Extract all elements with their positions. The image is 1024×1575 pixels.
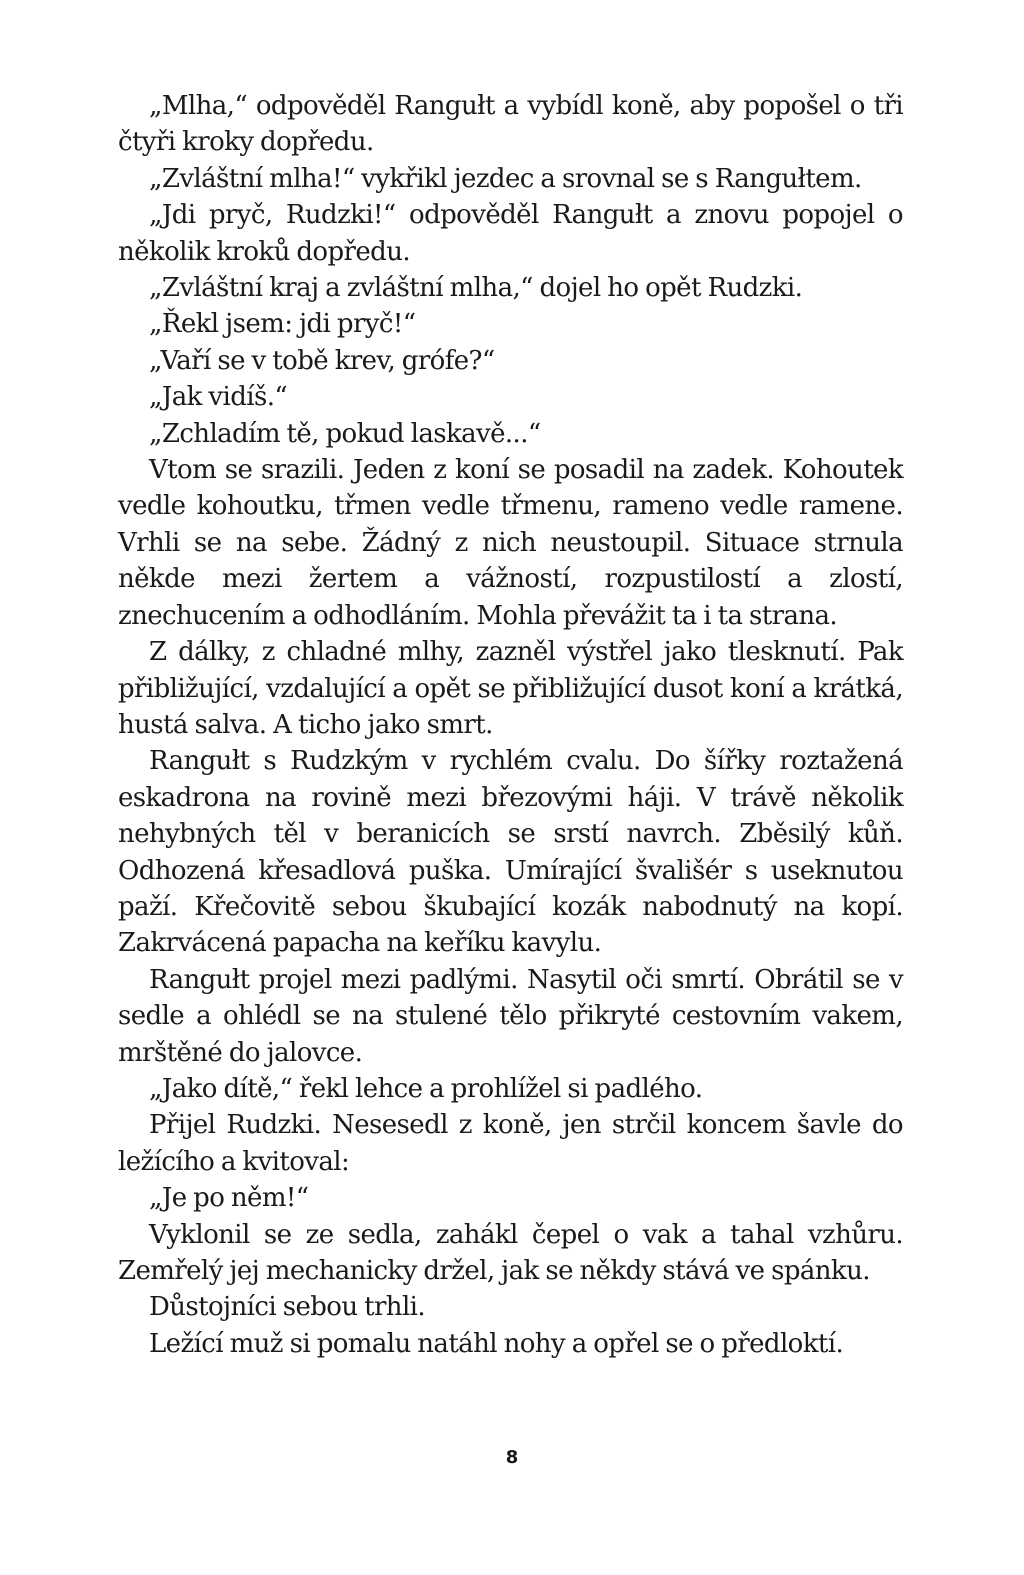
- paragraph: „Zvláštní kraj a zvláštní mlha,“ dojel ho opět Rudzki.: [149, 273, 803, 304]
- paragraph: Ležící muž si pomalu natáhl nohy a opřel se o předloktí.: [149, 1328, 844, 1359]
- paragraph: „Zchladím tě, pokud laskavě...“: [149, 418, 541, 449]
- paragraph: Rangułt projel mezi padlými. Nasytil oči smrtí. Obrátil se v sedle a ohlédl se na stulené tělo přikryté cestovním vakem, mrštěné do jalovce.: [118, 964, 903, 1068]
- paragraph: „Vaří se v tobě krev, grófe?“: [149, 345, 495, 376]
- paragraph: „Jdi pryč, Rudzki!“ odpověděl Rangułt a znovu popojel o několik kroků dopředu.: [118, 200, 903, 267]
- page-number: 8: [505, 1447, 519, 1468]
- paragraph: „Jako dítě,“ řekl lehce a prohlížel si padlého.: [149, 1073, 703, 1104]
- paragraph: Rangułt s Rudzkým v rychlém cvalu. Do šířky roztažená eskadrona na rovině mezi březovými háji. V trávě několik nehybných těl v beranicích se srstí navrch. Zběsilý kůň. Odhozená křesadlová puška. Umírající švališér s useknutou paží. Křečovitě sebou škubající kozák nabodnutý na kopí. Zakrvácená papacha na keříku kavylu.: [118, 746, 903, 959]
- paragraph: „Jak vidíš.“: [149, 382, 288, 413]
- paragraph: „Mlha,“ odpověděl Rangułt a vybídl koně, aby popošel o tři čtyři kroky dopředu.: [118, 91, 903, 158]
- paragraph: Vtom se srazili. Jeden z koní se posadil na zadek. Kohoutek vedle kohoutku, třmen vedle třmenu, rameno vedle ramene. Vrhli se na sebe. Žádný z nich neustoupil. Situace strnula někde mezi žertem a vážností, rozpustilostí a zlostí, znechucením a odhodláním. Mohla převážit ta i ta strana.: [118, 455, 903, 631]
- paragraph: Vyklonil se ze sedla, zahákl čepel o vak a tahal vzhůru. Zemřelý jej mechanicky držel, jak se někdy stává ve spánku.: [118, 1219, 903, 1286]
- paragraph: „Zvláštní mlha!“ vykřikl jezdec a srovnal se s Rangułtem.: [149, 163, 862, 194]
- body-text: [118, 88, 903, 1362]
- paragraph: Důstojníci sebou trhli.: [149, 1292, 426, 1323]
- paragraph: „Je po něm!“: [149, 1183, 309, 1214]
- paragraph: Z dálky, z chladné mlhy, zazněl výstřel jako tlesknutí. Pak přibližující, vzdalující a opět se přibližující dusot koní a krátká, hustá salva. A ticho jako smrt.: [118, 637, 903, 740]
- paragraph: „Řekl jsem: jdi pryč!“: [149, 309, 416, 340]
- paragraph: Přijel Rudzki. Nesesedl z koně, jen strčil koncem šavle do ležícího a kvitoval:: [118, 1110, 903, 1177]
